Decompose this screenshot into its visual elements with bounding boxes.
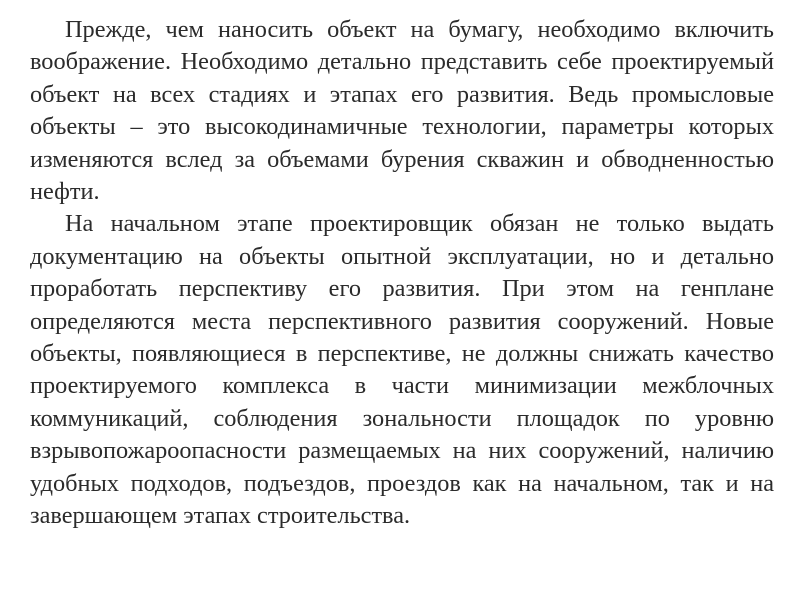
paragraph-1: Прежде, чем наносить объект на бумагу, необходимо включить воображение. Необходимо детально представить себе проектируемый объект на всех стадиях и этапах его развития. Ведь промысловые объекты – это высокодинамичные технологии, параметры которых изменяются вслед за объемами бурения скважин и обводненностью нефти. xyxy=(30,16,774,206)
paragraph-2: На начальном этапе проектировщик обязан не только выдать документацию на объекты опытной эксплуатации, но и детально проработать перспективу его развития. При этом на генплане определяются места перспективного развития сооружений. Новые объекты, появляющиеся в перспективе, не должны снижать качество проектируемого комплекса в части минимизации межблочных коммуникаций, соблюдения зональности площадок по уровню взрывопожароопасности размещаемых на них сооружений, наличию удобных подходов, подъездов, проездов как на начальном, так и на завершающем этапах строительства. xyxy=(30,210,774,530)
document-text xyxy=(30,14,774,533)
